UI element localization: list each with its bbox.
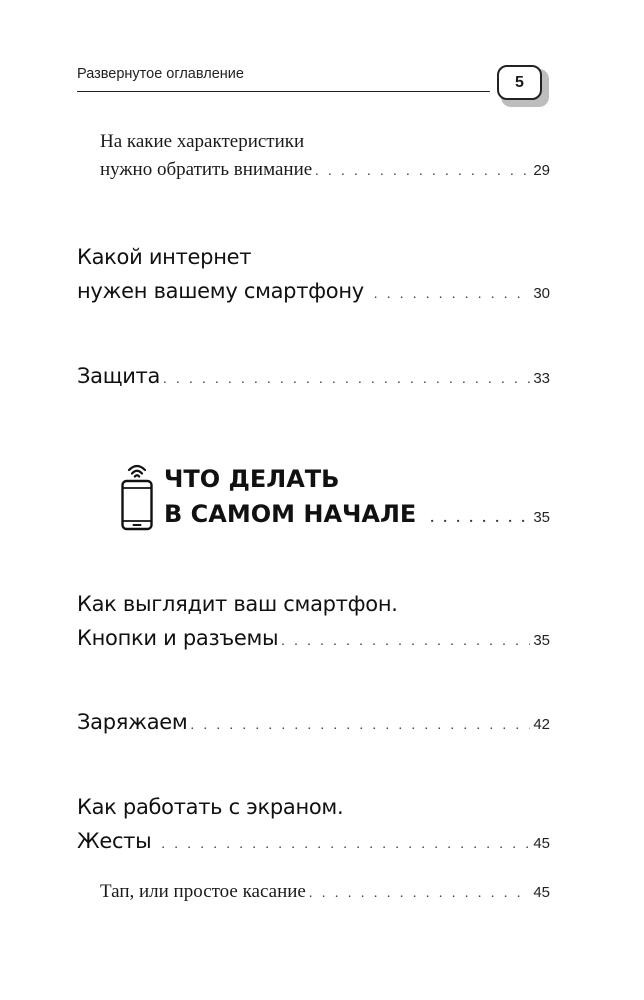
smartphone-wifi-icon [120,462,154,532]
toc-page-number: 45 [533,884,550,901]
toc-entry-line: Заряжаем [77,710,188,734]
toc-entry[interactable] [100,878,550,908]
toc-entry[interactable] [77,587,550,659]
chapter-title-line: ЧТО ДЕЛАТЬ [164,465,340,493]
toc-entry-line: Кнопки и разъемы [77,626,279,650]
toc-entry-line: Защита [77,364,161,388]
dot-leader [190,709,530,743]
dot-leader [163,363,530,397]
toc-entry-line: Как выглядит ваш смартфон. [77,592,398,616]
toc-entry-line: Жесты [77,829,152,853]
dot-leader [430,501,530,536]
toc-entry-line: нужно обратить внимание [100,159,313,180]
toc-entry-line: Как работать с экраном. [77,795,344,819]
toc-entry[interactable] [100,128,550,186]
header-title: Развернутое оглавление [77,66,244,82]
toc-page-number: 29 [533,162,550,179]
toc-entry[interactable] [77,359,550,397]
toc-page-number: 33 [533,370,550,387]
toc-page-number: 45 [533,835,550,852]
toc-page-number: 35 [533,632,550,649]
dot-leader [281,625,530,659]
chapter-title-line: В САМОМ НАЧАЛЕ [164,500,417,528]
toc-entry[interactable] [77,240,550,312]
dot-leader [374,278,530,312]
dot-leader [309,880,530,908]
dot-leader [161,828,530,862]
toc-page-number: 30 [533,285,550,302]
toc-page-number: 35 [533,509,550,526]
toc-page-number: 42 [533,716,550,733]
page-number-badge: 5 [497,65,542,100]
toc-entry[interactable] [77,705,550,743]
toc-entry-line: Какой интернет [77,245,252,269]
toc-entry[interactable] [77,790,550,862]
toc-entry-line: Тап, или простое касание [100,881,306,902]
header-rule [77,91,490,92]
toc-entry-line: На какие характеристики [100,131,305,152]
dot-leader [315,158,530,186]
toc-entry-line: нужен вашему смартфону [77,279,364,303]
